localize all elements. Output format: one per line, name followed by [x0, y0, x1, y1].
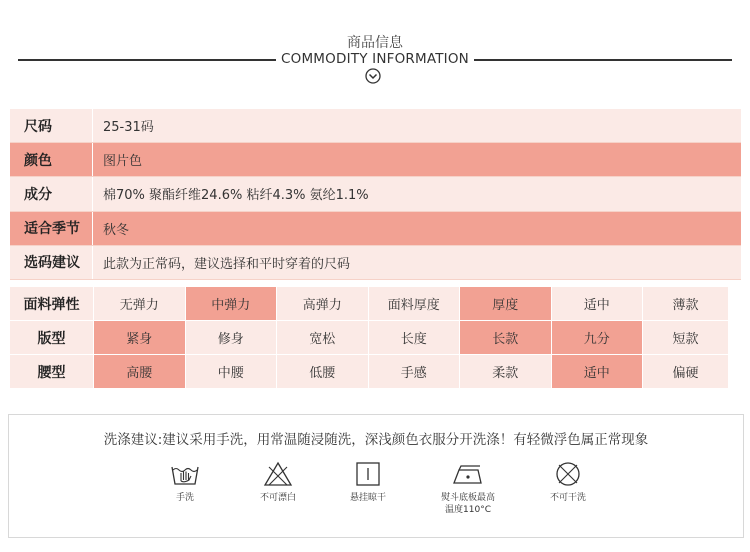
no-dry-clean-icon	[553, 461, 583, 487]
info-value: 图片色	[103, 154, 143, 170]
hand-wash-icon	[170, 461, 200, 487]
attribute-cell: 长度	[369, 321, 461, 355]
info-table	[10, 109, 741, 280]
info-label: 尺码	[24, 118, 52, 135]
care-item-no-bleach	[233, 461, 323, 504]
care-label: 不可干洗	[549, 493, 586, 503]
attribute-cell: 无弹力	[94, 287, 186, 321]
care-item-hand-wash	[140, 461, 230, 504]
info-value: 棉70% 聚酯纤维24.6% 粘纤4.3% 氨纶1.1%	[103, 188, 369, 204]
attribute-cell: 适中	[552, 287, 644, 321]
care-label: 手洗	[175, 493, 194, 503]
attribute-cell: 低腰	[277, 355, 369, 389]
care-item-no-dry-clean	[523, 461, 613, 504]
attribute-grid	[10, 287, 741, 389]
attribute-cell: 薄款	[643, 287, 728, 321]
attribute-cell: 紧身	[94, 321, 186, 355]
info-value: 秋冬	[103, 222, 130, 238]
hang-dry-icon	[353, 461, 383, 487]
attribute-cell: 偏硬	[643, 355, 728, 389]
header-title-cn: 商品信息	[347, 35, 403, 51]
info-row-season	[10, 212, 741, 246]
attribute-label: 腰型	[10, 355, 94, 389]
attribute-cell: 适中	[552, 355, 644, 389]
care-panel	[8, 414, 744, 538]
info-row-composition	[10, 177, 741, 211]
care-label: 悬挂晾干	[349, 493, 386, 503]
info-label: 选码建议	[24, 255, 80, 272]
chevron-down-icon	[365, 68, 381, 84]
info-label: 成分	[24, 186, 52, 203]
no-bleach-icon	[263, 461, 293, 487]
info-value: 25-31码	[103, 120, 154, 136]
care-label: 熨斗底板最高	[440, 493, 495, 503]
attribute-cell: 手感	[369, 355, 461, 389]
attribute-row	[10, 287, 741, 321]
attribute-cell: 短款	[643, 321, 728, 355]
attribute-cell: 中弹力	[186, 287, 278, 321]
attribute-cell: 柔款	[460, 355, 552, 389]
info-label: 适合季节	[24, 221, 80, 238]
attribute-row	[10, 355, 741, 389]
info-value: 此款为正常码，建议选择和平时穿着的尺码	[103, 256, 351, 272]
care-item-iron	[423, 461, 513, 516]
attribute-cell: 厚度	[460, 287, 552, 321]
attribute-cell: 中腰	[186, 355, 278, 389]
info-label: 颜色	[24, 152, 52, 169]
attribute-cell: 长款	[460, 321, 552, 355]
care-advice: 洗涤建议:建议采用手洗，用常温随浸随洗，深浅颜色衣服分开洗涤！有轻微浮色属正常现象	[103, 432, 649, 448]
care-item-hang-dry	[323, 461, 413, 504]
attribute-label: 面料弹性	[10, 287, 94, 321]
attribute-cell: 修身	[186, 321, 278, 355]
attribute-cell: 高腰	[94, 355, 186, 389]
attribute-cell: 九分	[552, 321, 644, 355]
info-row-color	[10, 143, 741, 177]
info-row-size	[10, 109, 741, 143]
attribute-label: 版型	[10, 321, 94, 355]
info-row-size-advice	[10, 246, 741, 280]
attribute-cell: 宽松	[277, 321, 369, 355]
care-label: 不可漂白	[259, 493, 296, 503]
attribute-cell: 高弹力	[277, 287, 369, 321]
attribute-cell: 面料厚度	[369, 287, 461, 321]
iron-icon	[451, 461, 485, 487]
attribute-row	[10, 321, 741, 355]
header-title-en: COMMODITY INFORMATION	[281, 51, 469, 67]
care-label-2: 温度110°C	[445, 505, 491, 515]
